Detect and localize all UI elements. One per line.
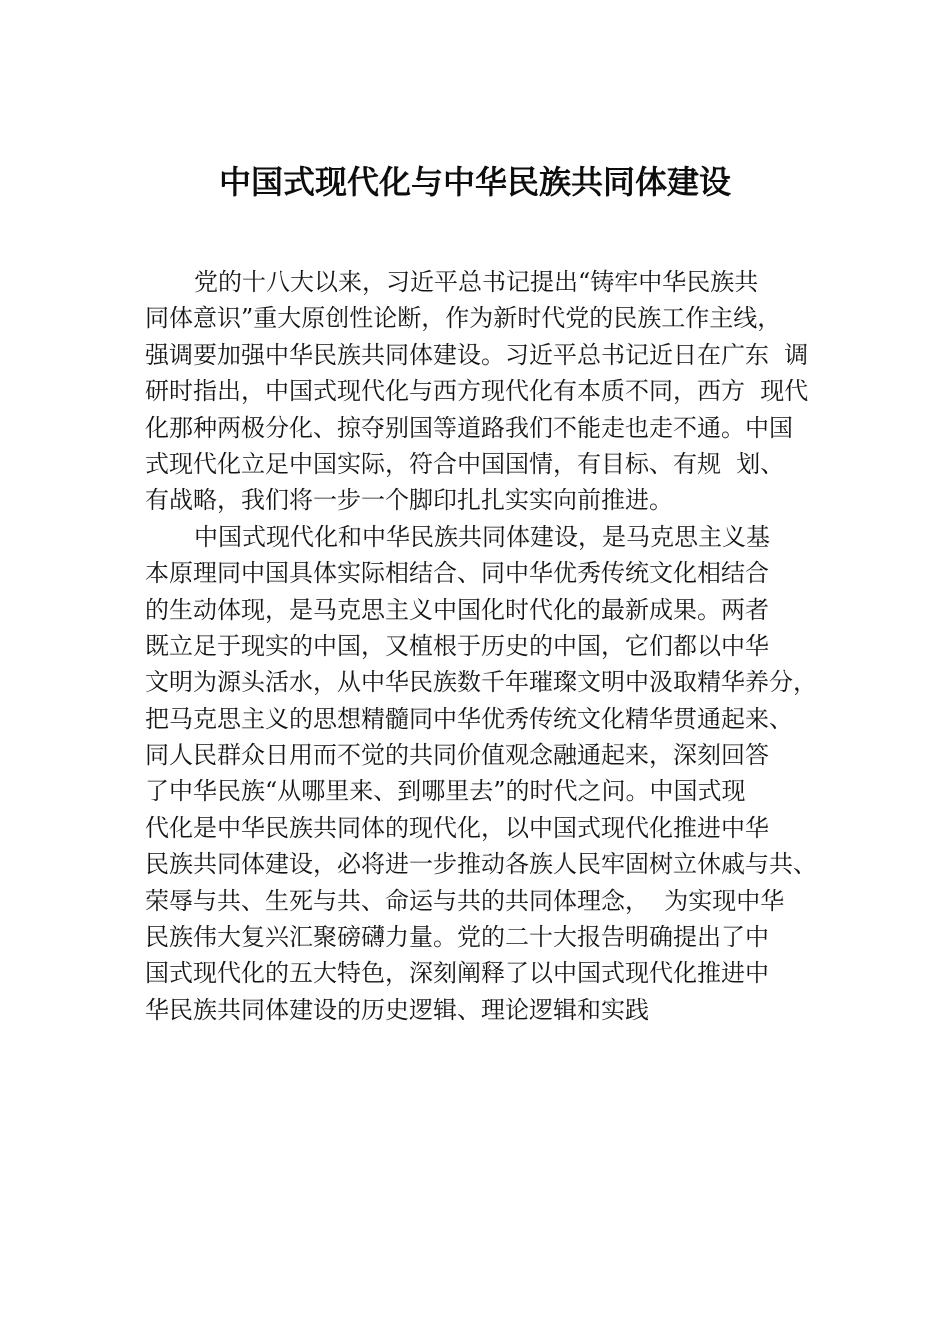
paragraph-1-line-3: 强调要加强中华民族共同体建设。习近平总书记近日在广东 调 xyxy=(145,340,809,369)
paragraph-2-line-6: 把马克思主义的思想精髓同中华优秀传统文化精华贯通起来、 xyxy=(145,704,793,733)
document-title: 中国式现代化与中华民族共同体建设 xyxy=(218,163,731,201)
paragraph-2-line-8: 了中华民族“从哪里来、到哪里去”的时代之问。中国式现 xyxy=(145,777,746,806)
paragraph-2-line-1: 中国式现代化和中华民族共同体建设，是马克思主义基 xyxy=(194,522,770,551)
paragraph-2-line-14: 华民族共同体建设的历史逻辑、理论逻辑和实践 xyxy=(145,995,649,1024)
paragraph-2-line-10: 民族共同体建设，必将进一步推动各族人民牢固树立休戚与共、 xyxy=(145,850,817,879)
paragraph-2-line-5: 文明为源头活水，从中华民族数千年璀璨文明中汲取精华养分， xyxy=(145,668,817,697)
paragraph-1-line-2: 同体意识”重大原创性论断，作为新时代党的民族工作主线， xyxy=(145,304,782,333)
paragraph-1-line-4: 研时指出，中国式现代化与西方现代化有本质不同，西方 现代 xyxy=(145,377,809,406)
paragraph-2-line-9: 代化是中华民族共同体的现代化，以中国式现代化推进中华 xyxy=(145,813,769,842)
document-body xyxy=(145,264,845,1028)
paragraph-1-line-6: 式现代化立足中国实际，符合中国国情，有目标、有规 划、 xyxy=(145,449,785,478)
paragraph-1-line-5: 化那种两极分化、掠夺别国等道路我们不能走也走不通。中国 xyxy=(145,413,793,442)
paragraph-2-line-4: 既立足于现实的中国，又植根于历史的中国，它们都以中华 xyxy=(145,631,769,660)
paragraph-2-line-13: 国式现代化的五大特色，深刻阐释了以中国式现代化推进中 xyxy=(145,959,769,988)
paragraph-2-line-3: 的生动体现，是马克思主义中国化时代化的最新成果。两者 xyxy=(145,595,769,624)
paragraph-2-line-7: 同人民群众日用而不觉的共同价值观念融通起来，深刻回答 xyxy=(145,741,769,770)
paragraph-2-line-12: 民族伟大复兴汇聚磅礴力量。党的二十大报告明确提出了中 xyxy=(145,923,769,952)
paragraph-2-line-11: 荣辱与共、生死与共、命运与共的共同体理念， 为实现中华 xyxy=(145,886,785,915)
paragraph-1-line-1: 党的十八大以来，习近平总书记提出“铸牢中华民族共 xyxy=(194,268,759,296)
paragraph-1-line-7: 有战略，我们将一步一个脚印扎扎实实向前推进。 xyxy=(145,486,673,515)
paragraph-2-line-2: 本原理同中国具体实际相结合、同中华优秀传统文化相结合 xyxy=(145,559,769,588)
